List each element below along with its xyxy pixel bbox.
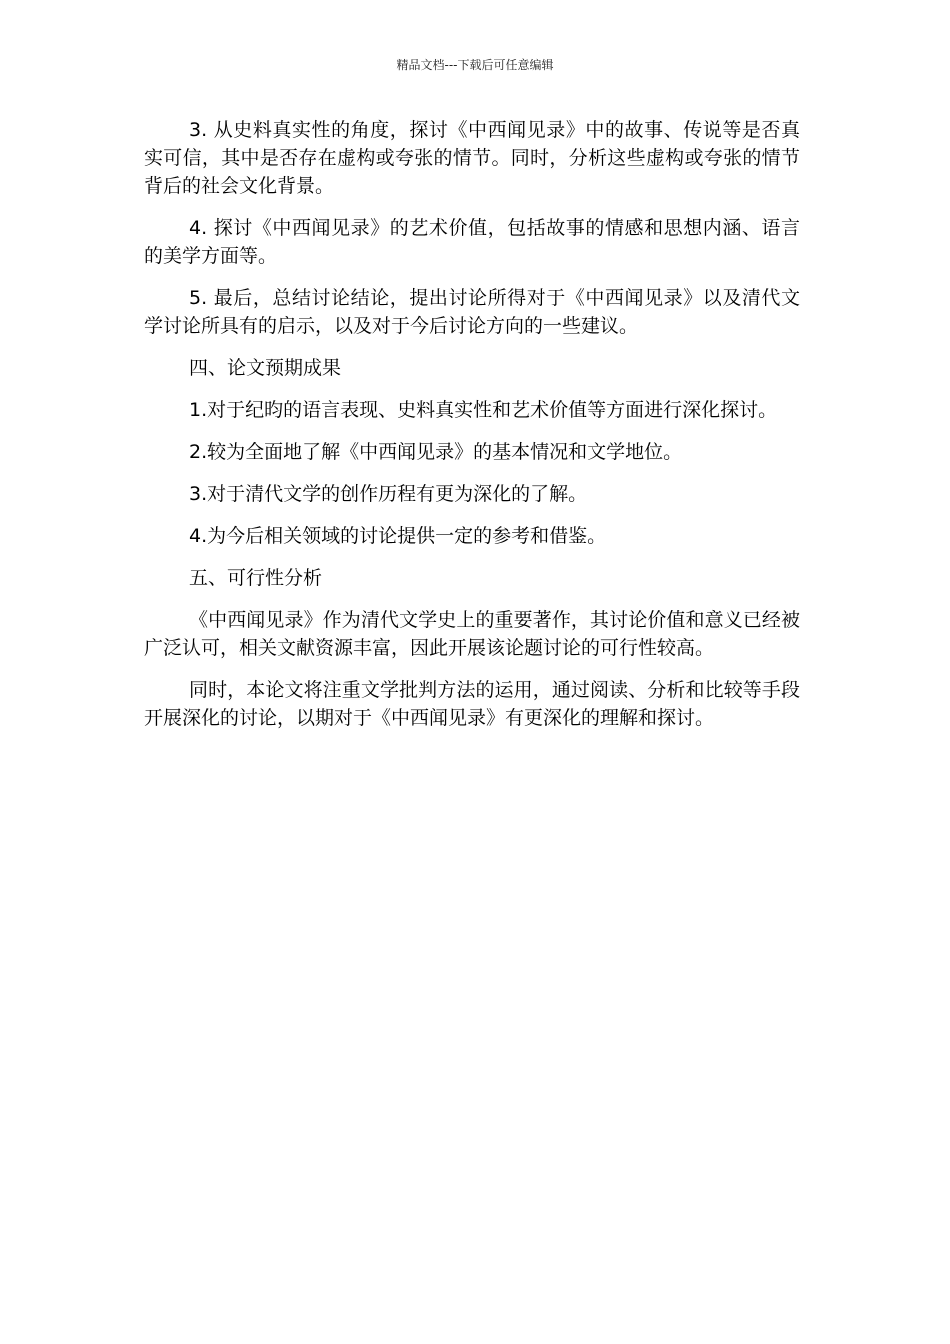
section-heading-feasibility: 五、可行性分析 [189, 567, 323, 589]
section-heading-expected-results: 四、论文预期成果 [189, 357, 342, 379]
result-item-4: 4.为今后相关领域的讨论提供一定的参考和借鉴。 [189, 525, 607, 547]
paragraph-item-3: 3. 从史料真实性的角度，探讨《中西闻见录》中的故事、传说等是否真实可信，其中是否存在虚构或夸张的情节。同时，分析这些虚构或夸张的情节背后的社会文化背景。 [144, 119, 800, 197]
paragraph-item-5: 5. 最后，总结讨论结论，提出讨论所得对于《中西闻见录》以及清代文学讨论所具有的启示，以及对于今后讨论方向的一些建议。 [144, 287, 800, 337]
document-body [144, 116, 800, 746]
result-item-1: 1.对于纪昀的语言表现、史料真实性和艺术价值等方面进行深化探讨。 [189, 399, 778, 421]
result-item-3: 3.对于清代文学的创作历程有更为深化的了解。 [189, 483, 588, 505]
feasibility-paragraph-2: 同时，本论文将注重文学批判方法的运用，通过阅读、分析和比较等手段开展深化的讨论，以期对于《中西闻见录》有更深化的理解和探讨。 [144, 679, 800, 729]
page-header: 精品文档---下载后可任意编辑 [396, 58, 554, 72]
result-item-2: 2.较为全面地了解《中西闻见录》的基本情况和文学地位。 [189, 441, 683, 463]
feasibility-paragraph-1: 《中西闻见录》作为清代文学史上的重要著作，其讨论价值和意义已经被广泛认可，相关文献资源丰富，因此开展该论题讨论的可行性较高。 [144, 609, 800, 659]
paragraph-item-4: 4. 探讨《中西闻见录》的艺术价值，包括故事的情感和思想内涵、语言的美学方面等。 [144, 217, 800, 267]
